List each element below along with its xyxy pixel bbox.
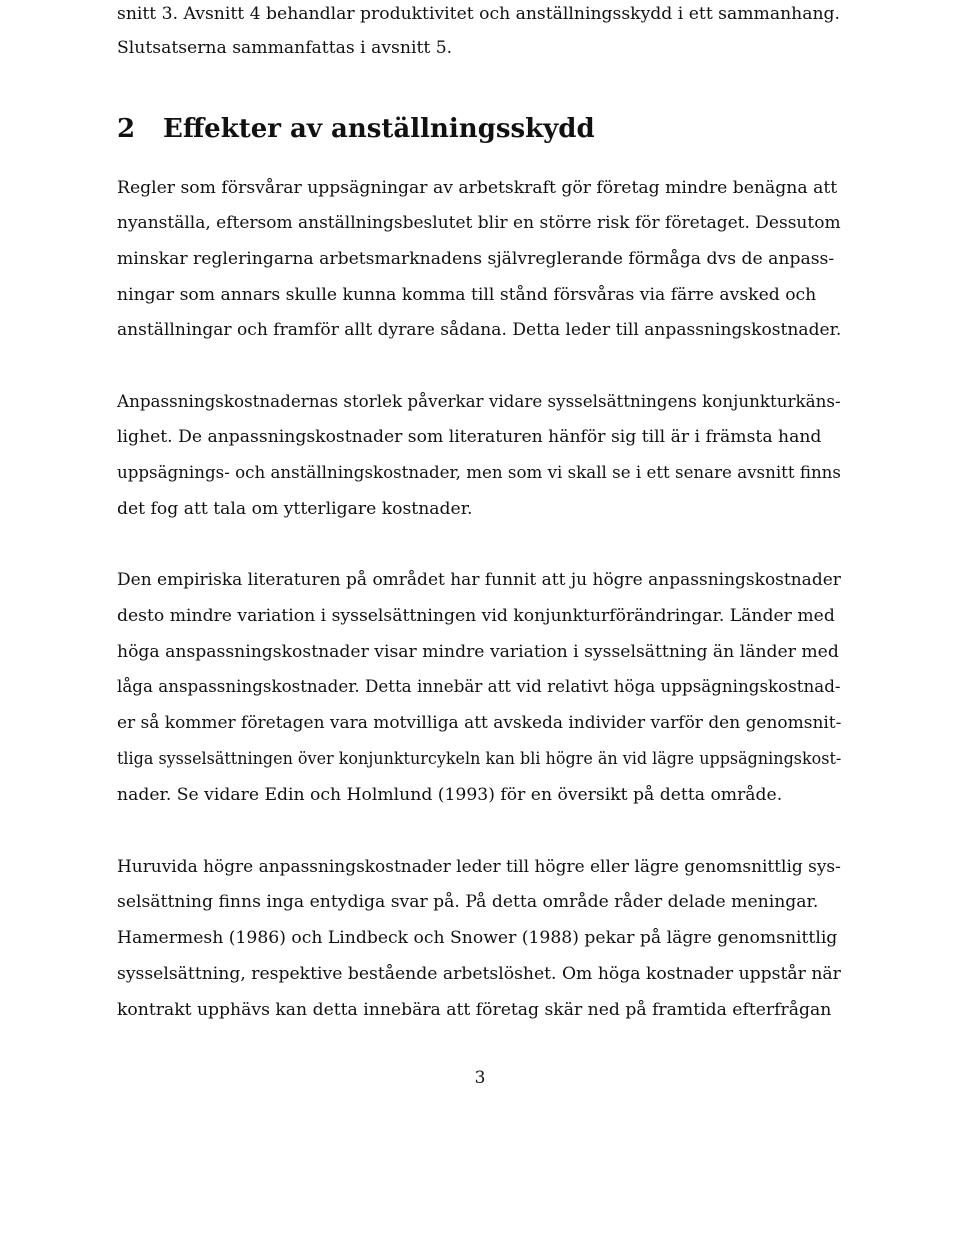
paragraph-line: selsättning finns inga entydiga svar på. På detta område råder delade meningar. — [117, 892, 819, 912]
intro-line: snitt 3. Avsnitt 4 behandlar produktivitet och anställningsskydd i ett sammanhang. — [117, 4, 841, 24]
paragraph-line: nyanställa, eftersom anställningsbeslutet blir en större risk för företaget. Dessutom — [117, 213, 841, 233]
paragraph-line: kontrakt upphävs kan detta innebära att företag skär ned på framtida efterfrågan — [117, 1000, 832, 1020]
section-number: 2 — [117, 114, 136, 144]
section-heading — [117, 112, 595, 146]
paragraph-line: Den empiriska literaturen på området har funnit att ju högre anpassningskostnader — [117, 570, 841, 590]
section-title: Effekter av anställningsskydd — [163, 114, 595, 144]
paragraph-line: anställningar och framför allt dyrare sådana. Detta leder till anpassningskostnader. — [117, 320, 842, 340]
paragraph-line: höga anspassningskostnader visar mindre variation i sysselsättning än länder med — [117, 642, 839, 662]
paragraph-line: tliga sysselsättningen över konjunkturcykeln kan bli högre än vid lägre uppsägningskost- — [117, 749, 842, 769]
paragraph-line: uppsägnings- och anställningskostnader, men som vi skall se i ett senare avsnitt finns — [117, 463, 841, 483]
paragraph-line: desto mindre variation i sysselsättningen vid konjunkturförändringar. Länder med — [117, 606, 835, 626]
paragraph-line: nader. Se vidare Edin och Holmlund (1993) för en översikt på detta område. — [117, 785, 783, 805]
paragraph-line: Anpassningskostnadernas storlek påverkar vidare sysselsättningens konjunkturkäns- — [117, 392, 841, 412]
paragraph-line: sysselsättning, respektive bestående arbetslöshet. Om höga kostnader uppstår när — [117, 964, 841, 984]
paragraph-line: Huruvida högre anpassningskostnader leder till högre eller lägre genomsnittlig sys- — [117, 857, 841, 877]
paragraph-line: lighet. De anpassningskostnader som literaturen hänför sig till är i främsta hand — [117, 427, 822, 447]
intro-line: Slutsatserna sammanfattas i avsnitt 5. — [117, 38, 453, 58]
paragraph-line: det fog att tala om ytterligare kostnader. — [117, 499, 473, 519]
page-number: 3 — [474, 1068, 486, 1088]
paragraph-line: minskar regleringarna arbetsmarknadens självreglerande förmåga dvs de anpass- — [117, 249, 835, 269]
paragraph-line: ningar som annars skulle kunna komma till stånd försvåras via färre avsked och — [117, 285, 817, 305]
paragraph-line: er så kommer företagen vara motvilliga att avskeda individer varför den genomsnit- — [117, 713, 842, 733]
paragraph-line: Hamermesh (1986) och Lindbeck och Snower (1988) pekar på lägre genomsnittlig — [117, 928, 838, 948]
paragraph-line: Regler som försvårar uppsägningar av arbetskraft gör företag mindre benägna att — [117, 178, 838, 198]
paragraph-line: låga anspassningskostnader. Detta innebär att vid relativt höga uppsägningskostnad- — [117, 677, 841, 697]
